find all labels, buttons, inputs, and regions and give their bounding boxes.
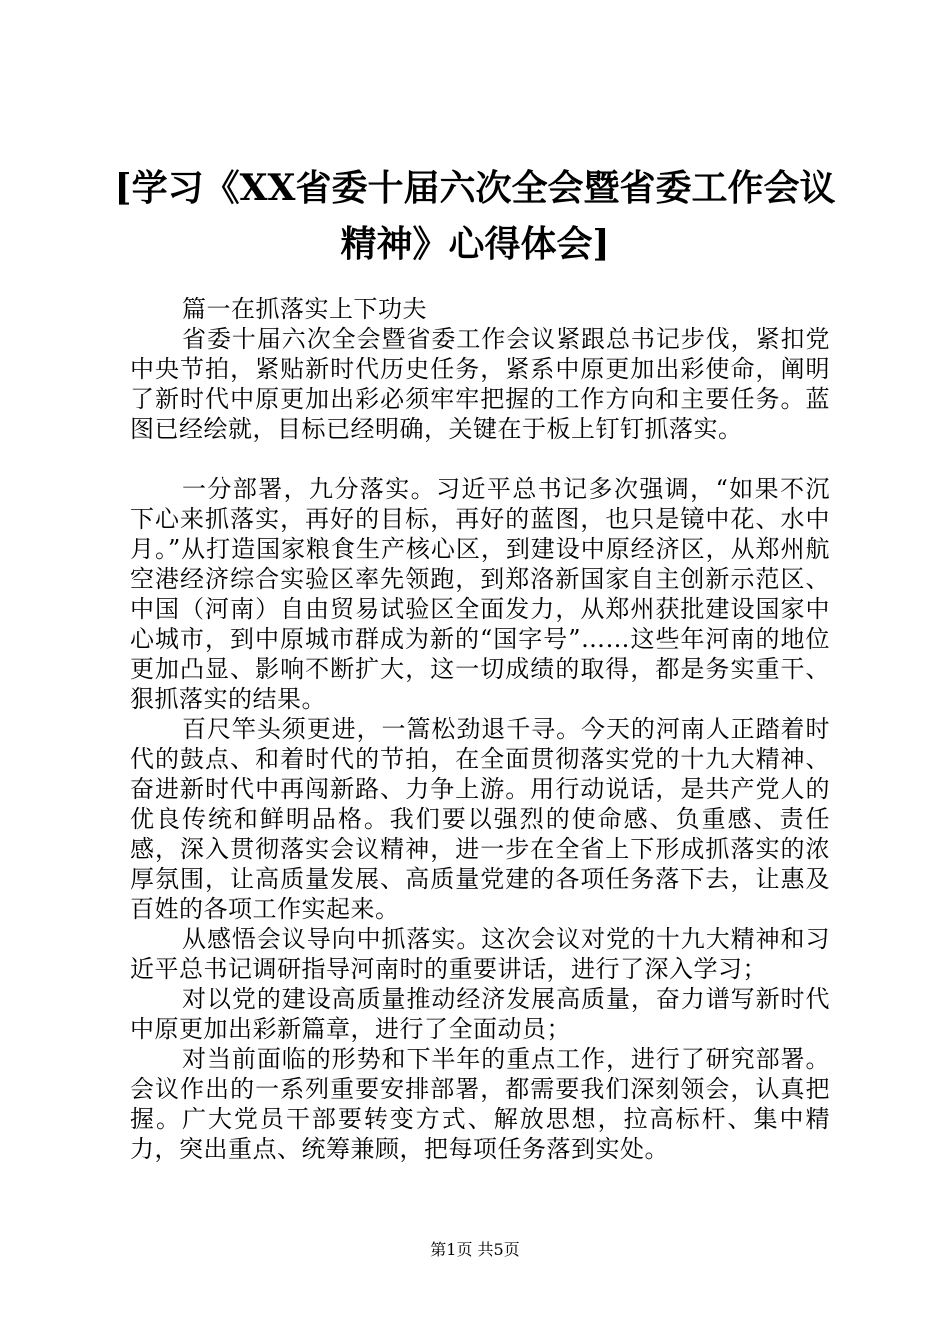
page-footer bbox=[0, 1240, 950, 1260]
section-heading: 篇一在抓落实上下功夫 bbox=[182, 295, 427, 323]
title-line-2: 精神》心得体会] bbox=[340, 223, 610, 265]
page-number: 第1页 共5页 bbox=[430, 1240, 520, 1259]
paragraph: 一分部署，九分落实。习近平总书记多次强调，“如果不沉下心来抓落实，再好的目标，再好的蓝图，也只是镜中花、水中月。”从打造国家粮食生产核心区，到建设中原经济区，从郑州航空港经济综合实验区率先领跑，到郑洛新国家自主创新示范区、中国（河南）自由贸易试验区全面发力，从郑州获批建设国家中心城市，到中原城市群成为新的“国字号”……这些年河南的地位更加凸显、影响不断扩大，这一切成绩的取得，都是务实重干、狠抓落实的结果。 bbox=[130, 475, 830, 713]
paragraph: 从感悟会议导向中抓落实。这次会议对党的十九大精神和习近平总书记调研指导河南时的重要讲话，进行了深入学习； bbox=[130, 925, 830, 983]
paragraph: 百尺竿头须更进，一篙松劲退千寻。今天的河南人正踏着时代的鼓点、和着时代的节拍，在全面贯彻落实党的十九大精神、奋进新时代中再闯新路、力争上游。用行动说话，是共产党人的优良传统和鲜明品格。我们要以强烈的使命感、负重感、责任感，深入贯彻落实会议精神，进一步在全省上下形成抓落实的浓厚氛围，让高质量发展、高质量党建的各项任务落下去，让惠及百姓的各项工作实起来。 bbox=[130, 715, 830, 923]
title-line-1: [学习《XX省委十届六次全会暨省委工作会议 bbox=[114, 167, 836, 209]
document-title bbox=[110, 160, 840, 272]
paragraph: 省委十届六次全会暨省委工作会议紧跟总书记步伐，紧扣党中央节拍，紧贴新时代历史任务，紧系中原更加出彩使命，阐明了新时代中原更加出彩必须牢牢把握的工作方向和主要任务。蓝图已经绘就，目标已经明确，关键在于板上钉钉抓落实。 bbox=[130, 325, 830, 443]
document-body bbox=[130, 294, 830, 1164]
paragraph: 对以党的建设高质量推动经济发展高质量，奋力谱写新时代中原更加出彩新篇章，进行了全面动员； bbox=[130, 985, 830, 1043]
paragraph: 对当前面临的形势和下半年的重点工作，进行了研究部署。会议作出的一系列重要安排部署，都需要我们深刻领会，认真把握。广大党员干部要转变方式、解放思想，拉高标杆、集中精力，突出重点、统筹兼顾，把每项任务落到实处。 bbox=[130, 1045, 830, 1163]
